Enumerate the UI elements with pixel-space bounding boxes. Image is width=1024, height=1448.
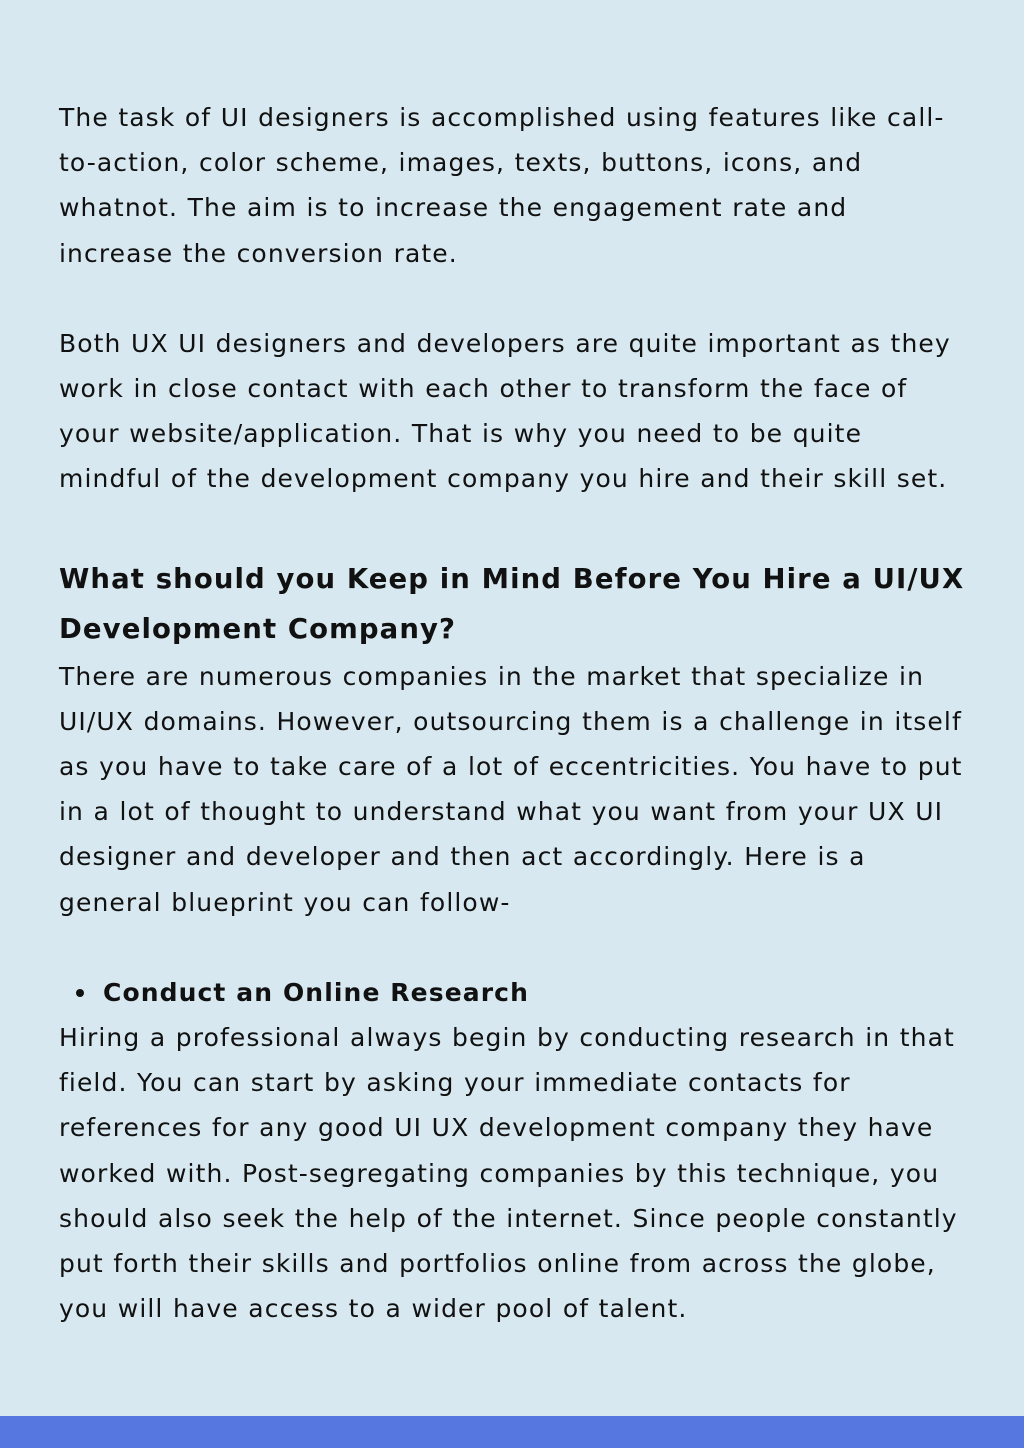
document-body [59, 95, 969, 1331]
bullet-list [59, 970, 969, 1015]
section-heading: What should you Keep in Mind Before You Hire a UI/UX Development Company? [59, 562, 965, 645]
paragraph-designers-developers: Both UX UI designers and developers are quite important as they work in close contact with each other to transform the face of your website/application. That is why you need to be quite mindful of the development company you hire and their skill set. [59, 328, 951, 494]
footer-bar [0, 1416, 1024, 1448]
paragraph-research: Hiring a professional always begin by conducting research in that field. You can start by asking your immediate contacts for references for any good UI UX development company they have worked with. Post-segregating companies by this technique, you should also seek the help of the internet. Since people constantly put forth their skills and portfolios online from across the globe, you will have access to a wider pool of talent. [59, 1023, 958, 1324]
bullet-item [59, 970, 969, 1015]
bullet-dot-icon [76, 989, 84, 997]
paragraph-intro: The task of UI designers is accomplished using features like call-to-action, color scheme, images, texts, buttons, icons, and whatnot. The aim is to increase the engagement rate and increase the conversion rate. [59, 103, 945, 268]
paragraph-companies: There are numerous companies in the market that specialize in UI/UX domains. However, outsourcing them is a challenge in itself as you have to take care of a lot of eccentricities. You have to put in a lot of thought to understand what you want from your UX UI designer and developer and then act accordingly. Here is a general blueprint you can follow- [59, 661, 963, 917]
paragraph-spacer [59, 276, 969, 321]
bullet-item-label: Conduct an Online Research [103, 977, 529, 1007]
